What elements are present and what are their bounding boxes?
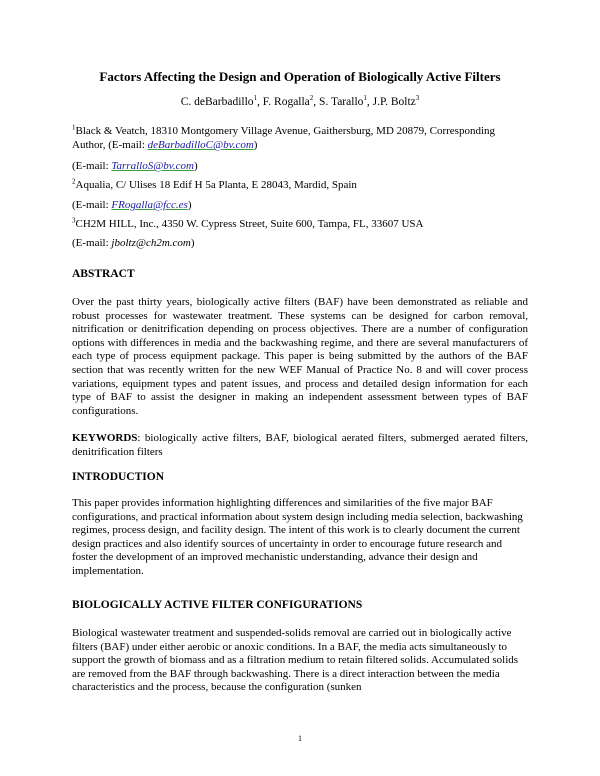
email-prefix: Author, (E-mail: <box>72 139 148 151</box>
email-prefix: (E-mail: <box>72 237 112 249</box>
page-number: 1 <box>298 734 302 743</box>
author-affil-sup: 2 <box>309 94 314 103</box>
keywords-paragraph <box>72 432 528 459</box>
affiliation-sup: 3 <box>72 216 76 225</box>
email-suffix: ) <box>187 199 192 211</box>
author-name: F. Rogalla <box>262 96 310 108</box>
affiliation-sup: 1 <box>72 123 76 132</box>
affiliation-3-email <box>72 236 528 250</box>
abstract-paragraph: Over the past thirty years, biologically active filters (BAF) have been demonstrated as reliable and robust processes for wastewater treatment. These systems can be designed for carbon removal, nitrification or denitrification depending on process objectives. There are a number of configuration options with differences in media and the backwashing regime, and there are several manufacturers of each type of process equipment package. This paper is being submitted by the authors of the BAF section that was recently written for the new WEF Manual of Practice No. 8 and will cover process variations, equipment types and patent issues, and process and detailed design information for each type of BAF to assist the designer in making an independent assessment between types of BAF configurations. <box>72 296 528 417</box>
introduction-paragraph: This paper provides information highlighting differences and similarities of the five major BAF configurations, and practical information about system design including media selection, backwashing regimes, process design, and facility design. The intent of this work is to clearly document the current design practices and also identify sources of uncertainty in order to encourage future research and foster the development of an improved mechanistic understanding, advance their design and implementation. <box>72 497 523 577</box>
affiliation-text: Aqualia, C/ Ulises 18 Edif H 5a Planta, E 28043, Mardid, Spain <box>75 179 357 191</box>
affiliation-sup: 2 <box>72 177 76 186</box>
email-link[interactable]: TarralloS@bv.com <box>111 160 194 172</box>
affiliation-1 <box>72 124 528 152</box>
abstract-heading: ABSTRACT <box>72 268 135 280</box>
email-suffix: ) <box>193 160 198 172</box>
email-prefix: (E-mail: <box>72 199 112 211</box>
keywords-label: KEYWORDS <box>72 432 138 444</box>
author-affil-sup: 3 <box>415 94 420 103</box>
email-link[interactable]: FRogalla@fcc.es <box>111 199 188 211</box>
author-name: S. Tarallo <box>319 96 364 108</box>
configurations-paragraph: Biological wastewater treatment and suspended-solids removal are carried out in biologically active filters (BAF) under either aerobic or anoxic conditions. In a BAF, the media acts simultaneously to support the growth of biomass and as a filtration medium to retain filtered solids. Accumulated solids are removed from the BAF through backwashing. There is a direct interaction between the media characteristics and the process, because the configuration (sunken <box>72 627 519 694</box>
keywords-text: : biologically active filters, BAF, biological aerated filters, submerged aerated filters, denitrification filters <box>72 432 528 458</box>
author-list: C. deBarbadillo$^1$, F. Rogalla$^2$, S. Tarallo$^1$, J.P. Boltz$^3$ <box>180 94 420 108</box>
author-affil-sup: 1 <box>363 94 367 103</box>
email-suffix: ) <box>253 139 258 151</box>
author-name: J.P. Boltz <box>372 96 416 108</box>
affiliation-text: Black & Veatch, 18310 Montgomery Village Avenue, Gaithersburg, MD 20879, Corresponding <box>75 125 496 137</box>
affiliation-1-email <box>72 159 528 173</box>
affiliation-text: CH2M HILL, Inc., 4350 W. Cypress Street, Suite 600, Tampa, FL, 33607 USA <box>75 218 424 230</box>
email-text: jboltz@ch2m.com <box>111 237 191 249</box>
paper-title: Factors Affecting the Design and Operation of Biologically Active Filters <box>99 69 501 84</box>
affiliation-2-email <box>72 198 528 212</box>
email-suffix: ) <box>190 237 195 249</box>
affiliation-3 <box>72 217 528 231</box>
introduction-heading: INTRODUCTION <box>72 471 165 483</box>
affiliation-2 <box>72 178 528 192</box>
configurations-heading: BIOLOGICALLY ACTIVE FILTER CONFIGURATIONS <box>72 599 363 611</box>
author-affil-sup: 1 <box>253 94 258 103</box>
email-prefix: (E-mail: <box>72 160 112 172</box>
email-link[interactable]: deBarbadilloC@bv.com <box>147 139 254 151</box>
author-name: C. deBarbadillo <box>180 96 254 108</box>
